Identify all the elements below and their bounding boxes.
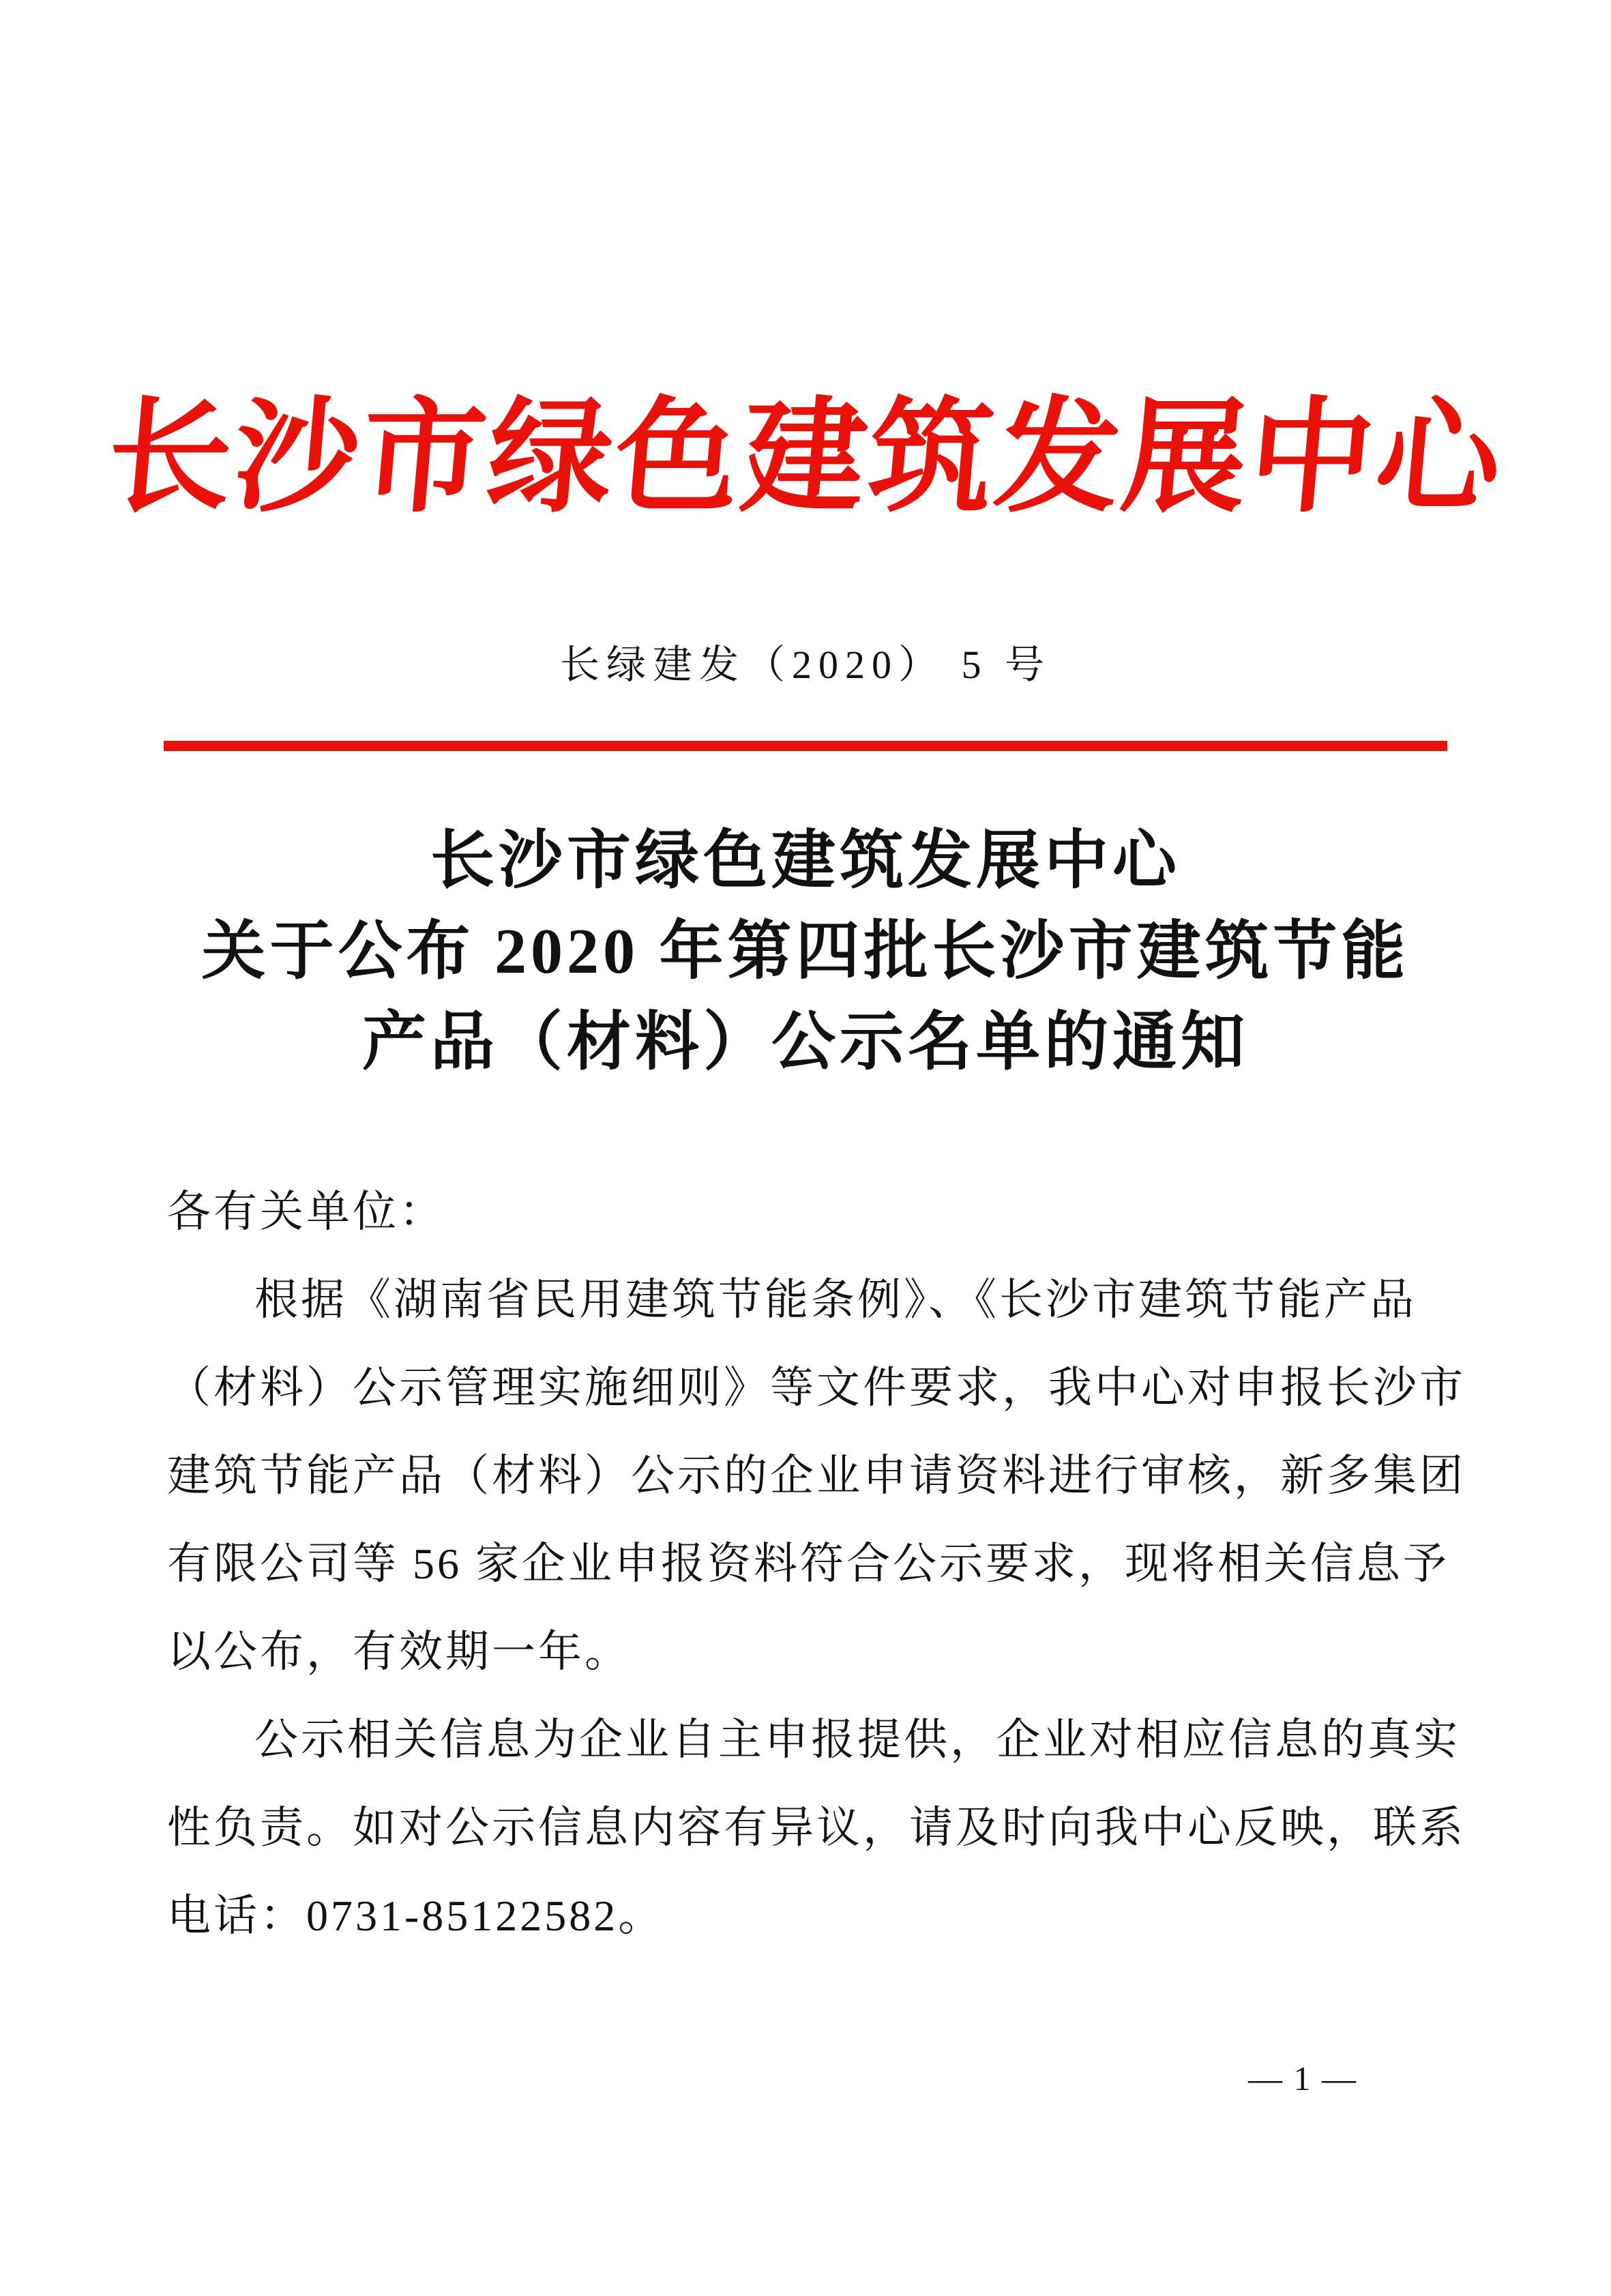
paragraph-1-line: （材料）公示管理实施细则》等文件要求，我中心对申报长沙市 [167,1364,1466,1412]
paragraph-1-line: 以公布，有效期一年。 [167,1628,631,1676]
page-number: — 1 — [1248,2059,1357,2098]
subject-title-line-3: 产品（材料）公示名单的通知 [361,1007,1249,1078]
paragraph-1-line: 有限公司等 56 家企业申报资料符合公示要求，现将相关信息予 [167,1540,1449,1588]
salutation: 各有关单位： [167,1188,445,1236]
paragraph-1-line: 建筑节能产品（材料）公示的企业申请资料进行审核，新多集团 [167,1452,1466,1500]
paragraph-2 [167,1696,1466,1960]
paragraph-1 [167,1256,1466,1696]
subject-title-line-2: 关于公布 2020 年第四批长沙市建筑节能 [201,916,1410,987]
subject-title-line-1: 长沙市绿色建筑发展中心 [430,825,1181,896]
document-number: 长绿建发（2020） 5 号 [559,643,1051,687]
paragraph-2-line: 性负责。如对公示信息内容有异议，请及时向我中心反映，联系 [167,1804,1466,1852]
document-body [167,1168,1466,1960]
masthead-organization-title: 长沙市绿色建筑发展中心 [102,390,1509,527]
paragraph-2-line: 公示相关信息为企业自主申报提供，企业对相应信息的真实 [254,1716,1460,1764]
red-separator-rule [164,741,1447,751]
paragraph-1-line: 根据《湖南省民用建筑节能条例》、《长沙市建筑节能产品 [254,1276,1417,1324]
paragraph-2-line: 电话：0731-85122582。 [167,1892,665,1940]
subject-title [0,816,1611,1088]
